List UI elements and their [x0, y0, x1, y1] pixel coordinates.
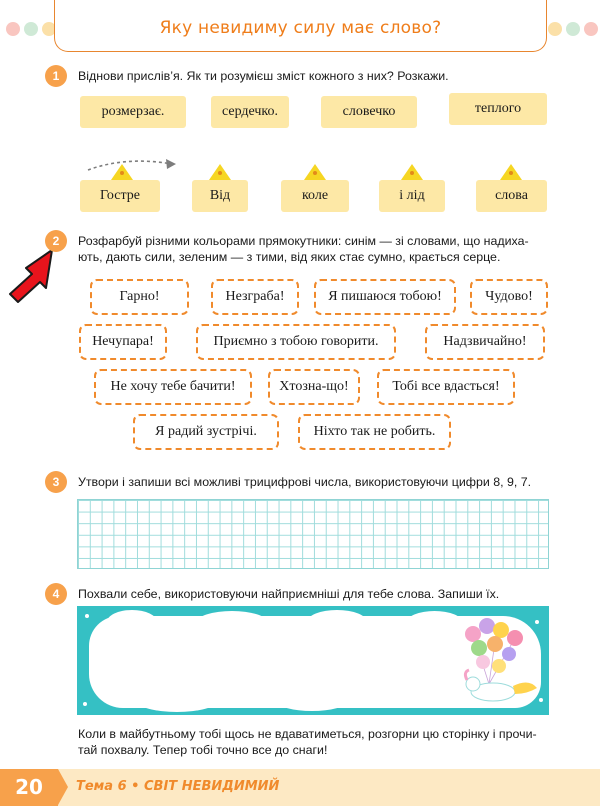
phrase-box[interactable]: Хтозна-що! [268, 369, 360, 405]
phrase-box[interactable]: Надзвичайно! [425, 324, 545, 360]
sparkle-dot [83, 702, 87, 706]
sparkle-dot [85, 614, 89, 618]
word-box-top[interactable]: розмерзає. [80, 96, 186, 128]
task3-instruction: Утвори і запиши всі можливі трицифрові числа, використовуючи цифри 8, 9, 7. [78, 475, 532, 489]
header-dot [566, 22, 580, 36]
task4-note-line2: тай похвалу. Тепер тобі точно все до снаги! [78, 743, 328, 757]
triangle-marker-icon [111, 164, 133, 180]
task2-instruction-line2: ють, дають сили, зеленим — з тими, від яких стає сумно, крається серце. [78, 250, 501, 264]
triangle-marker-icon [500, 164, 522, 180]
word-box-top[interactable]: словечко [321, 96, 417, 128]
phrase-box[interactable]: Ніхто так не робить. [298, 414, 451, 450]
cloud-bump [107, 610, 157, 634]
word-box-bottom[interactable]: коле [281, 180, 349, 212]
red-arrow-icon [6, 248, 62, 304]
phrase-box[interactable]: Тобі все вдасться! [377, 369, 515, 405]
cloud-bump [277, 691, 347, 711]
cloud-bump [197, 611, 267, 633]
word-box-bottom[interactable]: Від [192, 180, 248, 212]
task-number: 1 [45, 65, 67, 87]
task2-instruction-line1: Розфарбуй різними кольорами прямокутники: синім — зі словами, що надиха- [78, 234, 529, 248]
word-box-bottom[interactable]: Гостре [80, 180, 160, 212]
triangle-marker-icon [304, 164, 326, 180]
task-number: 2 [45, 230, 67, 252]
header-dot [24, 22, 38, 36]
praise-banner [77, 606, 549, 715]
phrase-box[interactable]: Незграба! [211, 279, 299, 315]
triangle-marker-icon [209, 164, 231, 180]
page-number: 20 [0, 769, 58, 806]
header-dot [584, 22, 598, 36]
cloud-bump [307, 610, 367, 634]
dotted-arrow-icon [86, 158, 182, 178]
phrase-box[interactable]: Нечупара! [79, 324, 167, 360]
header-dot [548, 22, 562, 36]
word-box-bottom[interactable]: слова [476, 180, 547, 212]
task1-instruction: Віднови прислів’я. Як ти розумієш зміст кожного з них? Розкажи. [78, 69, 449, 83]
title-box [54, 0, 547, 52]
task-number: 4 [45, 583, 67, 605]
balloons-pony-icon [453, 614, 545, 712]
phrase-box[interactable]: Я пишаюся тобою! [314, 279, 456, 315]
phrase-box[interactable]: Приємно з тобою говорити. [196, 324, 396, 360]
phrase-box[interactable]: Гарно! [90, 279, 189, 315]
task4-note-line1: Коли в майбутньому тобі щось не вдаватиметься, розгорни цю сторінку і прочи- [78, 727, 537, 741]
writing-grid[interactable] [77, 499, 549, 569]
header-dot [6, 22, 20, 36]
footer-theme: Тема 6 • СВІТ НЕВИДИМИЙ [76, 779, 280, 794]
triangle-marker-icon [401, 164, 423, 180]
task4-instruction: Похвали себе, використовуючи найприємніші для тебе слова. Запиши їх. [78, 587, 500, 601]
cloud-bump [137, 690, 217, 712]
page-title: Яку невидиму силу має слово? [159, 18, 442, 38]
word-box-top[interactable]: теплого [449, 93, 547, 125]
phrase-box[interactable]: Чудово! [470, 279, 548, 315]
word-box-top[interactable]: сердечко. [211, 96, 289, 128]
word-box-bottom[interactable]: і лід [379, 180, 445, 212]
phrase-box[interactable]: Не хочу тебе бачити! [94, 369, 252, 405]
phrase-box[interactable]: Я радий зустрічі. [133, 414, 279, 450]
task-number: 3 [45, 471, 67, 493]
